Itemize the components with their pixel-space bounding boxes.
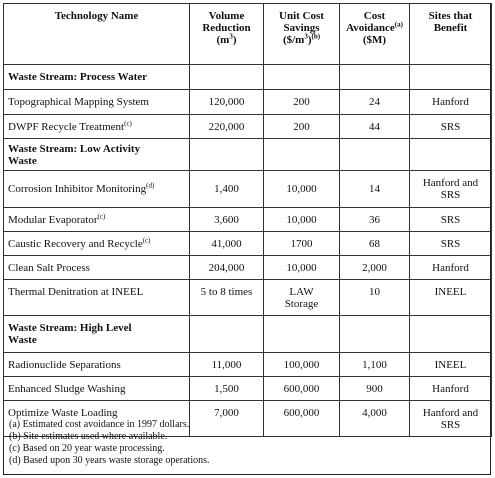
unit-cost-savings: 10,000: [264, 171, 340, 208]
cost-avoidance: 4,000: [340, 401, 410, 437]
volume-reduction: 7,000: [190, 401, 264, 437]
sites-benefit: INEEL: [410, 353, 492, 377]
volume-reduction: 1,400: [190, 171, 264, 208]
unit-cost-savings: 100,000: [264, 353, 340, 377]
section-label: Waste Stream: Process Water: [4, 65, 190, 90]
volume-reduction: 11,000: [190, 353, 264, 377]
unit-cost-savings: 200: [264, 115, 340, 139]
sites-benefit: SRS: [410, 232, 492, 256]
table-row: [4, 256, 492, 280]
cost-avoidance: 14: [340, 171, 410, 208]
volume-reduction: 220,000: [190, 115, 264, 139]
sites-benefit: INEEL: [410, 280, 492, 316]
technology-name: Modular Evaporator$^{(c)}$: [4, 208, 190, 232]
technology-table: [3, 3, 492, 437]
technology-name: Topographical Mapping System: [4, 90, 190, 115]
table-row: [4, 115, 492, 139]
volume-reduction: 1,500: [190, 377, 264, 401]
sites-benefit: SRS: [410, 208, 492, 232]
unit-cost-savings: 1700: [264, 232, 340, 256]
table-row: [4, 353, 492, 377]
unit-cost-savings: LAW Storage: [264, 280, 340, 316]
cost-avoidance: 24: [340, 90, 410, 115]
section-row-high-level: [4, 316, 492, 353]
technology-name: DWPF Recycle Treatment$^{(c)}$: [4, 115, 190, 139]
technology-name: Corrosion Inhibitor Monitoring$^{(d)}$: [4, 171, 190, 208]
footnote-b: (b) Site estimates used where available.: [9, 431, 168, 442]
volume-reduction: 120,000: [190, 90, 264, 115]
sites-benefit: SRS: [410, 115, 492, 139]
cost-avoidance: 2,000: [340, 256, 410, 280]
section-label: Waste Stream: Low Activity Waste: [4, 139, 190, 171]
header-technology-name: Technology Name: [4, 4, 190, 65]
volume-reduction: 41,000: [190, 232, 264, 256]
sites-benefit: Hanford: [410, 377, 492, 401]
technology-name: Clean Salt Process: [4, 256, 190, 280]
unit-cost-savings: 10,000: [264, 256, 340, 280]
header-volume-reduction: Volume Reduction $(m^3)$: [190, 4, 264, 65]
cost-avoidance: 10: [340, 280, 410, 316]
table-row: [4, 90, 492, 115]
unit-cost-savings: 600,000: [264, 401, 340, 437]
section-label: Waste Stream: High Level Waste: [4, 316, 190, 353]
table-row: [4, 208, 492, 232]
technology-name: Caustic Recovery and Recycle$^{(c)}$: [4, 232, 190, 256]
technology-name: Radionuclide Separations: [4, 353, 190, 377]
header-cost-avoidance: Cost Avoidance$^{(a)}$ ($M): [340, 4, 410, 65]
header-sites-that-benefit: Sites that Benefit: [410, 4, 492, 65]
unit-cost-savings: 200: [264, 90, 340, 115]
volume-reduction: 204,000: [190, 256, 264, 280]
section-row-low-activity: [4, 139, 492, 171]
section-row-process-water: [4, 65, 492, 90]
table-row: [4, 377, 492, 401]
cost-avoidance: 1,100: [340, 353, 410, 377]
header-unit-cost-savings: Unit Cost Savings $(\$/m^3)^{(b)}$: [264, 4, 340, 65]
volume-reduction: 3,600: [190, 208, 264, 232]
technology-name: Thermal Denitration at INEEL: [4, 280, 190, 316]
footnote-c: (c) Based on 20 year waste processing.: [9, 443, 165, 454]
table-row: [4, 171, 492, 208]
table-row: [4, 280, 492, 316]
sites-benefit: Hanford: [410, 90, 492, 115]
footnote-d: (d) Based upon 30 years waste storage operations.: [9, 455, 210, 466]
sites-benefit: Hanford and SRS: [410, 171, 492, 208]
footnotes: [3, 413, 491, 475]
sites-benefit: Hanford: [410, 256, 492, 280]
cost-avoidance: 44: [340, 115, 410, 139]
sites-benefit: Hanford and SRS: [410, 401, 492, 437]
table-row: [4, 232, 492, 256]
footnote-a: (a) Estimated cost avoidance in 1997 dollars.: [9, 419, 190, 430]
volume-reduction: 5 to 8 times: [190, 280, 264, 316]
cost-avoidance: 36: [340, 208, 410, 232]
technology-name: Optimize Waste Loading: [4, 401, 190, 437]
technology-name: Enhanced Sludge Washing: [4, 377, 190, 401]
unit-cost-savings: 600,000: [264, 377, 340, 401]
unit-cost-savings: 10,000: [264, 208, 340, 232]
cost-avoidance: 68: [340, 232, 410, 256]
cost-avoidance: 900: [340, 377, 410, 401]
header-row: [4, 4, 492, 65]
